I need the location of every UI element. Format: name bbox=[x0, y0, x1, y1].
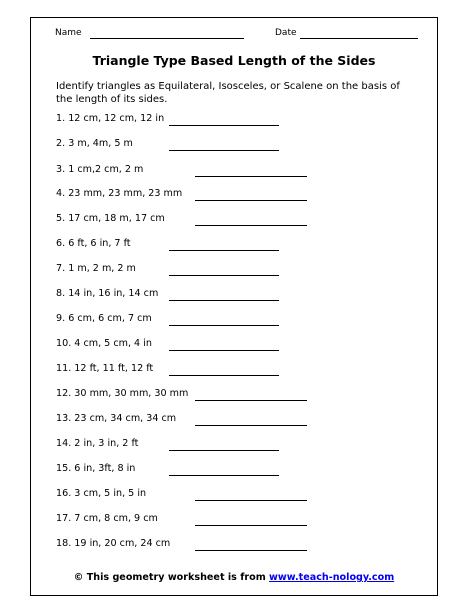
question-15: 15. 6 in, 3ft, 8 in bbox=[56, 463, 136, 474]
question-16: 16. 3 cm, 5 in, 5 in bbox=[56, 488, 147, 499]
question-2: 2. 3 m, 4m, 5 m bbox=[56, 138, 133, 149]
answer-line-18 bbox=[195, 550, 307, 551]
question-9: 9. 6 cm, 6 cm, 7 cm bbox=[56, 313, 152, 324]
answer-line-2 bbox=[169, 150, 279, 151]
question-11: 11. 12 ft, 11 ft, 12 ft bbox=[56, 363, 154, 374]
answer-line-12 bbox=[195, 400, 307, 401]
answer-line-11 bbox=[169, 375, 279, 376]
answer-line-4 bbox=[195, 200, 307, 201]
answer-line-8 bbox=[169, 300, 279, 301]
instructions: Identify triangles as Equilateral, Isosceles, or Scalene on the basis of the length of its sides. bbox=[56, 81, 400, 105]
question-6: 6. 6 ft, 6 in, 7 ft bbox=[56, 238, 131, 249]
question-17: 17. 7 cm, 8 cm, 9 cm bbox=[56, 513, 158, 524]
question-10: 10. 4 cm, 5 cm, 4 in bbox=[56, 338, 152, 349]
question-13: 13. 23 cm, 34 cm, 34 cm bbox=[56, 413, 177, 424]
answer-line-14 bbox=[169, 450, 279, 451]
date-blank bbox=[300, 38, 418, 39]
answer-line-17 bbox=[195, 525, 307, 526]
question-1: 1. 12 cm, 12 cm, 12 in bbox=[56, 113, 165, 124]
question-12: 12. 30 mm, 30 mm, 30 mm bbox=[56, 388, 189, 399]
question-4: 4. 23 mm, 23 mm, 23 mm bbox=[56, 188, 183, 199]
answer-line-5 bbox=[195, 225, 307, 226]
footer-link[interactable]: www.teach-nology.com bbox=[269, 572, 395, 583]
answer-line-3 bbox=[195, 176, 307, 177]
question-7: 7. 1 m, 2 m, 2 m bbox=[56, 263, 136, 274]
answer-line-1 bbox=[169, 125, 279, 126]
answer-line-13 bbox=[195, 425, 307, 426]
question-8: 8. 14 in, 16 in, 14 cm bbox=[56, 288, 159, 299]
question-14: 14. 2 in, 3 in, 2 ft bbox=[56, 438, 139, 449]
date-label: Date bbox=[275, 28, 297, 38]
question-5: 5. 17 cm, 18 m, 17 cm bbox=[56, 213, 165, 224]
answer-line-9 bbox=[169, 325, 279, 326]
footer-text: © This geometry worksheet is from bbox=[73, 572, 266, 583]
answer-line-16 bbox=[195, 500, 307, 501]
question-18: 18. 19 in, 20 cm, 24 cm bbox=[56, 538, 171, 549]
answer-line-10 bbox=[169, 350, 279, 351]
answer-line-6 bbox=[169, 250, 279, 251]
answer-line-15 bbox=[169, 475, 279, 476]
name-label: Name bbox=[55, 28, 82, 38]
name-blank bbox=[90, 38, 244, 39]
footer-credit bbox=[30, 572, 438, 584]
worksheet-title: Triangle Type Based Length of the Sides bbox=[92, 53, 376, 68]
answer-line-7 bbox=[169, 275, 279, 276]
question-3: 3. 1 cm,2 cm, 2 m bbox=[56, 164, 144, 175]
